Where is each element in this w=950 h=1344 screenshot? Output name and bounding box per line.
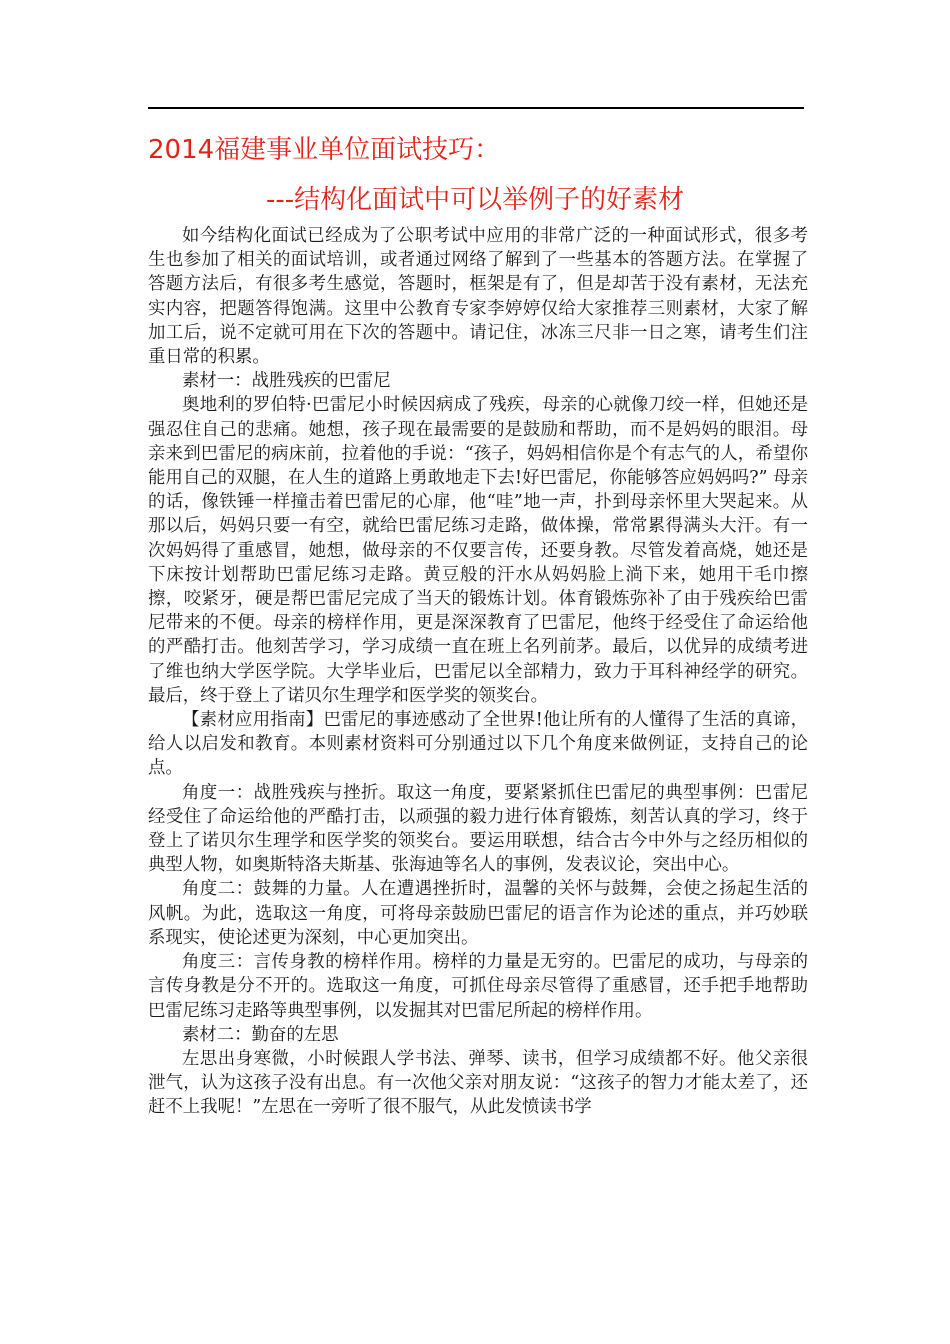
angle-2-paragraph: 角度二：鼓舞的力量。人在遭遇挫折时，温馨的关怀与鼓舞，会使之扬起生活的风帆。为此，选取这一角度，可将母亲鼓励巴雷尼的语言作为论述的重点，并巧妙联系现实，使论述更为深刻，中心更加突出。: [148, 879, 808, 948]
section-heading-material-1: 素材一：战胜残疾的巴雷尼: [182, 371, 391, 392]
intro-paragraph: 如今结构化面试已经成为了公职考试中应用的非常广泛的一种面试形式，很多考生也参加了相关的面试培训，或者通过网络了解到了一些基本的答题方法。在掌握了答题方法后，有很多考生感觉，答题时，框架是有了，但是却苦于没有素材，无法充实内容，把题答得饱满。这里中公教育专家李婷婷仅给大家推荐三则素材，大家了解加工后，说不定就可用在下次的答题中。请记住，冰冻三尺非一日之寒，请考生们注重日常的积累。: [148, 226, 808, 368]
document-body: [148, 224, 808, 1120]
header-rule: [148, 107, 804, 109]
material-2-story-paragraph: 左思出身寒微，小时候跟人学书法、弹琴、读书，但学习成绩都不好。他父亲很泄气，认为这孩子没有出息。有一次他父亲对朋友说：“这孩子的智力才能太差了，还赶不上我呢！”左思在一旁听了很不服气，从此发愤读书学: [148, 1048, 808, 1118]
material-1-story-paragraph: 奥地利的罗伯特·巴雷尼小时候因病成了残疾，母亲的心就像刀绞一样，但她还是强忍住自己的悲痛。她想，孩子现在最需要的是鼓励和帮助，而不是妈妈的眼泪。母亲来到巴雷尼的病床前，拉着他的手说：“孩子，妈妈相信你是个有志气的人，希望你能用自己的双腿，在人生的道路上勇敢地走下去!好巴雷尼，你能够答应妈妈吗?” 母亲的话，像铁锤一样撞击着巴雷尼的心扉，他“哇”地一声，扑到母亲怀里大哭起来。从那以后，妈妈只要一有空，就给巴雷尼练习走路，做体操，常常累得满头大汗。有一次妈妈得了重感冒，她想，做母亲的不仅要言传，还要身教。尽管发着高烧，她还是下床按计划帮助巴雷尼练习走路。黄豆般的汗水从妈妈脸上淌下来，她用干毛巾擦擦，咬紧牙，硬是帮巴雷尼完成了当天的锻炼计划。体育锻炼弥补了由于残疾给巴雷尼带来的不便。母亲的榜样作用，更是深深教育了巴雷尼，他终于经受住了命运给他的严酷打击。他刻苦学习，学习成绩一直在班上名列前茅。最后，以优异的成绩考进了维也纳大学医学院。大学毕业后，巴雷尼以全部精力，致力于耳科神经学的研究。最后，终于登上了诺贝尔生理学和医学奖的领奖台。: [148, 395, 808, 706]
application-guide-paragraph: 【素材应用指南】巴雷尼的事迹感动了全世界!他让所有的人懂得了生活的真谛，给人以启发和教育。本则素材资料可分别通过以下几个角度来做例证，支持自己的论点。: [148, 710, 808, 779]
document-subtitle: ---结构化面试中可以举例子的好素材: [266, 185, 685, 215]
angle-3-paragraph: 角度三：言传身教的榜样作用。榜样的力量是无穷的。巴雷尼的成功，与母亲的言传身教是分不开的。选取这一角度，可抓住母亲尽管得了重感冒，还手把手地帮助巴雷尼练习走路等典型事例，以发掘其对巴雷尼所起的榜样作用。: [148, 952, 808, 1021]
document-title: 2014福建事业单位面试技巧：: [148, 135, 501, 165]
section-heading-material-2: 素材二：勤奋的左思: [182, 1024, 339, 1045]
angle-1-paragraph: 角度一：战胜残疾与挫折。取这一角度，要紧紧抓住巴雷尼的典型事例：巴雷尼经受住了命运给他的严酷打击，以顽强的毅力进行体育锻炼，刻苦认真的学习，终于登上了诺贝尔生理学和医学奖的领奖台。要运用联想，结合古今中外与之经历相似的典型人物，如奥斯特洛夫斯基、张海迪等名人的事例，发表议论，突出中心。: [148, 782, 808, 876]
